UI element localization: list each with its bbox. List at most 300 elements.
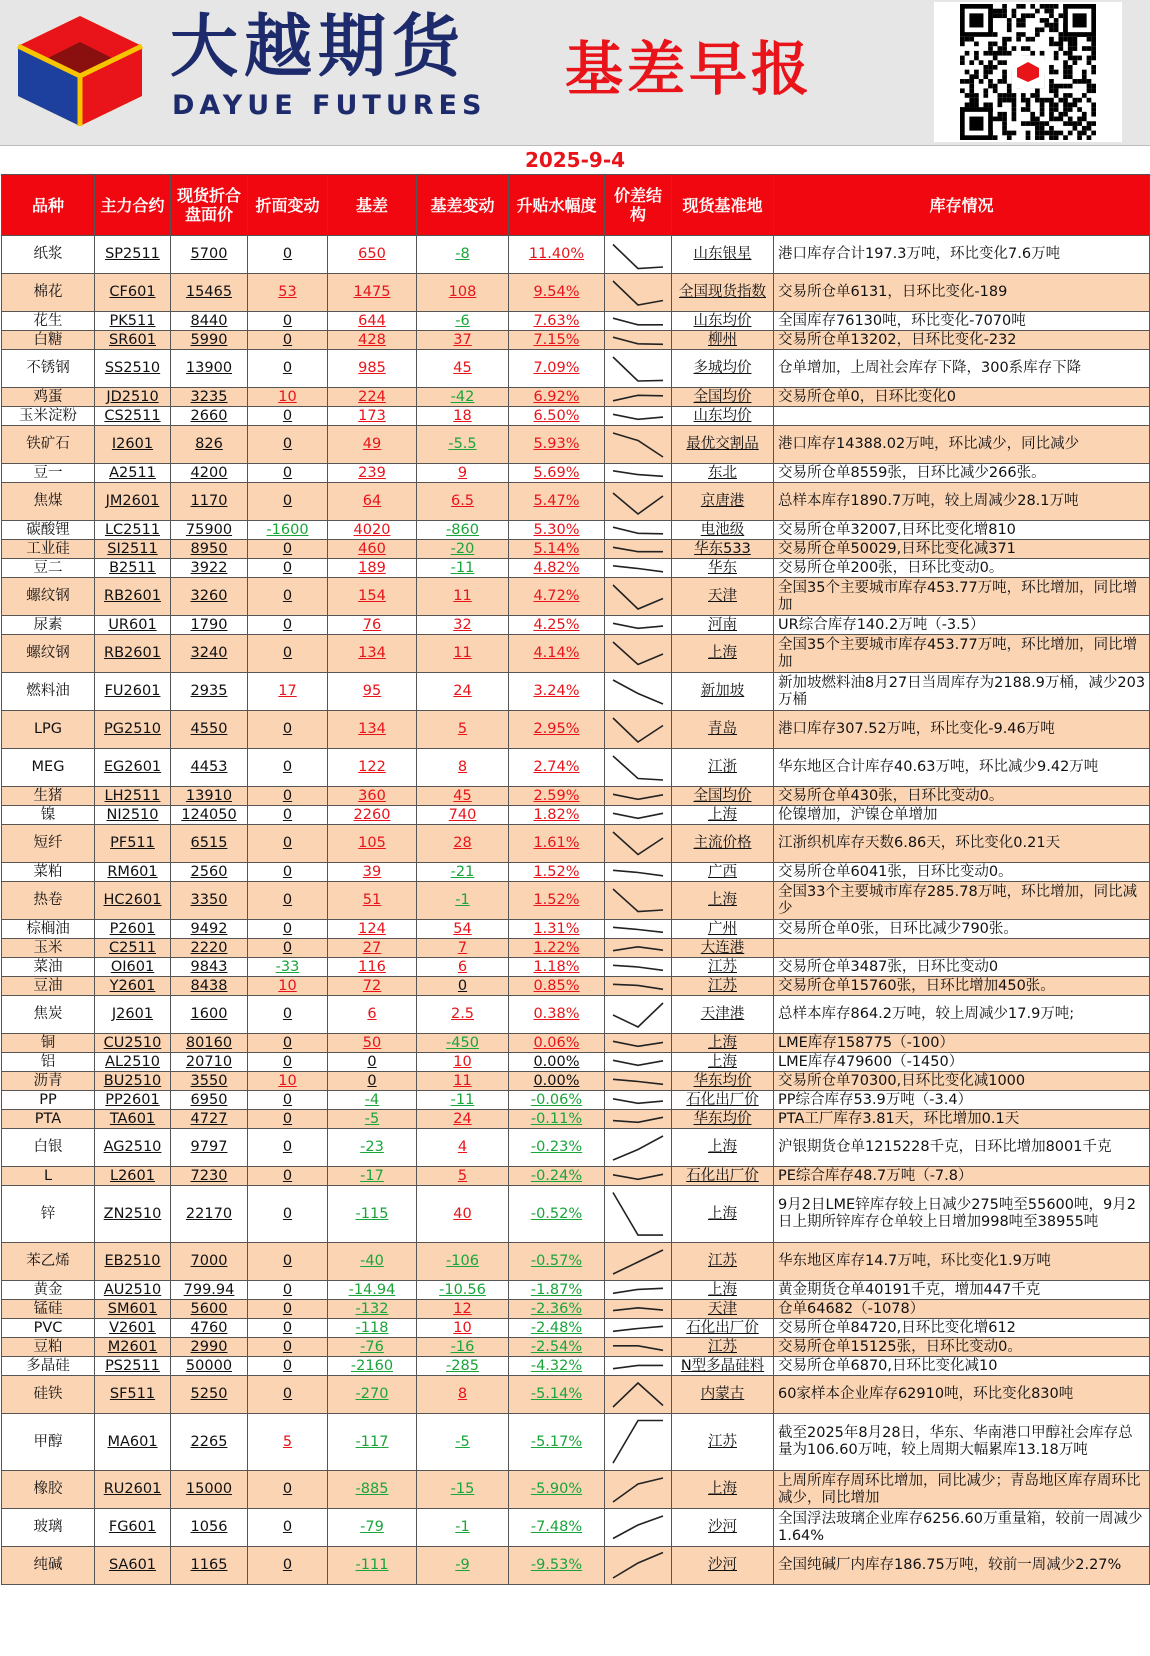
- spot-price: 2660: [190, 407, 228, 424]
- basis-change: 54: [453, 920, 472, 937]
- contract-code: SR601: [109, 331, 156, 348]
- contract-code-cell: [95, 920, 171, 939]
- inventory-note: 交易所仓单430张，日环比变动0。: [774, 787, 1150, 806]
- premium-rate-cell: [509, 1053, 605, 1072]
- sparkline-icon: [610, 1473, 666, 1507]
- premium-rate-cell: [509, 673, 605, 711]
- spot-price: 3350: [190, 892, 228, 908]
- spot-price: 2560: [190, 863, 228, 880]
- spot-change-cell: [248, 635, 328, 673]
- contract-code: RM601: [107, 863, 158, 880]
- spot-change-cell: [248, 977, 328, 996]
- spot-change: 0: [282, 1205, 293, 1222]
- commodity-name: 苯乙烯: [2, 1243, 95, 1281]
- contract-code-cell: [95, 1129, 171, 1167]
- spread-structure: [605, 1338, 672, 1357]
- contract-code-cell: [95, 407, 171, 426]
- premium-rate-cell: [509, 1338, 605, 1357]
- basis-value-cell: [328, 1319, 417, 1338]
- inventory-note: 全国33个主要城市库存285.78万吨，环比增加，同比减少: [774, 882, 1150, 920]
- basis-value-cell: [328, 996, 417, 1034]
- contract-code: LC2511: [104, 521, 161, 538]
- basis-value-cell: [328, 1072, 417, 1091]
- spot-location-cell: [672, 787, 774, 806]
- spot-location: 江苏: [708, 1433, 737, 1450]
- table-row: [2, 236, 1150, 274]
- contract-code-cell: [95, 1338, 171, 1357]
- premium-rate-cell: [509, 977, 605, 996]
- spot-price-cell: [171, 483, 248, 521]
- table-row: [2, 1509, 1150, 1547]
- premium-rate: 5.47%: [533, 493, 580, 509]
- basis-value: -2160: [350, 1357, 394, 1374]
- contract-code-cell: [95, 426, 171, 464]
- basis-change: 28: [453, 835, 472, 851]
- contract-code-cell: [95, 939, 171, 958]
- sparkline-icon: [610, 713, 666, 747]
- basis-value-cell: [328, 1053, 417, 1072]
- inventory-note: 交易所仓单70300,日环比变化减1000: [774, 1072, 1150, 1091]
- report-title: 基差早报: [565, 35, 814, 103]
- inventory-note: 交易所仓单84720,日环比变化增612: [774, 1319, 1150, 1338]
- basis-change-cell: [417, 521, 509, 540]
- basis-value: 650: [358, 246, 386, 262]
- premium-rate-cell: [509, 540, 605, 559]
- table-row: [2, 540, 1150, 559]
- inventory-note: 华东地区库存14.7万吨，环比变化1.9万吨: [774, 1243, 1150, 1281]
- basis-change: 45: [453, 360, 472, 376]
- premium-rate: 4.25%: [533, 616, 580, 633]
- inventory-note: 仓单64682（-1078）: [774, 1300, 1150, 1319]
- basis-change-cell: [417, 863, 509, 882]
- sparkline-icon: [610, 1321, 666, 1336]
- contract-code: EG2601: [103, 759, 162, 775]
- premium-rate: 0.38%: [533, 1006, 580, 1022]
- spread-structure: [605, 1376, 672, 1414]
- basis-change: -8: [455, 246, 470, 262]
- spot-price-cell: [171, 1186, 248, 1243]
- commodity-name: 尿素: [2, 616, 95, 635]
- spot-price-cell: [171, 1471, 248, 1509]
- spot-change: 0: [282, 1139, 293, 1155]
- basis-change-cell: [417, 996, 509, 1034]
- commodity-name: 黄金: [2, 1281, 95, 1300]
- dayue-logo-icon: [14, 12, 146, 130]
- premium-rate-cell: [509, 426, 605, 464]
- spot-change: 0: [282, 588, 293, 604]
- spot-change: 10: [278, 1072, 297, 1089]
- spot-change: 0: [282, 360, 293, 376]
- brand-name-cn: 大越期货: [170, 8, 467, 87]
- spot-location: 沙河: [708, 1519, 737, 1535]
- basis-change-cell: [417, 1243, 509, 1281]
- spot-change-cell: [248, 1053, 328, 1072]
- sparkline-icon: [610, 789, 666, 804]
- spot-location: 上海: [708, 892, 737, 908]
- basis-change-cell: [417, 616, 509, 635]
- sparkline-icon: [610, 618, 666, 633]
- basis-value: -115: [355, 1205, 389, 1222]
- spot-change: 0: [282, 1053, 293, 1070]
- basis-value-cell: [328, 1547, 417, 1585]
- basis-value-cell: [328, 350, 417, 388]
- spot-price: 2935: [190, 683, 228, 699]
- sparkline-icon: [610, 827, 666, 861]
- premium-rate: -5.14%: [530, 1386, 583, 1402]
- premium-rate-cell: [509, 1091, 605, 1110]
- premium-rate-cell: [509, 1072, 605, 1091]
- basis-value: -79: [360, 1519, 384, 1535]
- spot-price-cell: [171, 274, 248, 312]
- spread-structure: [605, 1243, 672, 1281]
- basis-change-cell: [417, 236, 509, 274]
- premium-rate: 6.50%: [533, 407, 580, 424]
- table-header-row: [2, 175, 1150, 236]
- spot-location-cell: [672, 521, 774, 540]
- spread-structure: [605, 806, 672, 825]
- contract-code-cell: [95, 350, 171, 388]
- basis-value-cell: [328, 749, 417, 787]
- basis-value: 95: [362, 683, 382, 699]
- basis-value-cell: [328, 521, 417, 540]
- table-row: [2, 578, 1150, 616]
- premium-rate-cell: [509, 1167, 605, 1186]
- spread-structure: [605, 882, 672, 920]
- basis-change: -5: [455, 1433, 470, 1450]
- spot-price-cell: [171, 1167, 248, 1186]
- inventory-note: PTA工厂库存3.81天，环比增加0.1天: [774, 1110, 1150, 1129]
- commodity-name: 铜: [2, 1034, 95, 1053]
- premium-rate: 1.52%: [533, 863, 580, 880]
- premium-rate-cell: [509, 1509, 605, 1547]
- spot-change: 0: [282, 1300, 293, 1317]
- basis-change-cell: [417, 749, 509, 787]
- spot-location-cell: [672, 1376, 774, 1414]
- premium-rate: 6.92%: [533, 388, 580, 405]
- spot-location: 大连港: [700, 939, 745, 956]
- spot-location: 东北: [708, 464, 737, 481]
- contract-code-cell: [95, 1110, 171, 1129]
- sparkline-icon: [610, 1074, 666, 1089]
- table-row: [2, 939, 1150, 958]
- contract-code-cell: [95, 521, 171, 540]
- basis-change-cell: [417, 407, 509, 426]
- spot-location: 江浙: [708, 759, 737, 775]
- spot-location: 上海: [708, 806, 737, 823]
- spot-change: 0: [282, 1253, 293, 1269]
- basis-change: -11: [450, 559, 475, 576]
- spot-price-cell: [171, 521, 248, 540]
- spot-price: 9843: [190, 958, 228, 975]
- basis-value: 64: [362, 493, 382, 509]
- basis-value-cell: [328, 1376, 417, 1414]
- sparkline-icon: [610, 751, 666, 785]
- sparkline-icon: [610, 941, 666, 956]
- premium-rate-cell: [509, 1281, 605, 1300]
- contract-code-cell: [95, 559, 171, 578]
- contract-code: NI2510: [106, 806, 159, 823]
- spot-location-cell: [672, 825, 774, 863]
- spot-location-cell: [672, 274, 774, 312]
- spot-price: 9492: [190, 920, 228, 937]
- premium-rate: -7.48%: [530, 1519, 583, 1535]
- spot-price-cell: [171, 939, 248, 958]
- basis-change-cell: [417, 1471, 509, 1509]
- spot-price-cell: [171, 1357, 248, 1376]
- basis-value-cell: [328, 540, 417, 559]
- basis-value: 0: [367, 1072, 377, 1089]
- inventory-note: LME库存479600（-1450）: [774, 1053, 1150, 1072]
- contract-code-cell: [95, 1072, 171, 1091]
- basis-value: 116: [358, 958, 386, 975]
- commodity-name: L: [2, 1167, 95, 1186]
- spot-price: 15000: [185, 1481, 233, 1497]
- spread-structure: [605, 331, 672, 350]
- basis-value-cell: [328, 939, 417, 958]
- basis-change-cell: [417, 1129, 509, 1167]
- spot-price-cell: [171, 407, 248, 426]
- premium-rate: 4.82%: [533, 559, 580, 576]
- column-header: 基差变动: [417, 175, 509, 236]
- spot-change-cell: [248, 1414, 328, 1471]
- inventory-note: 全国浮法玻璃企业库存6256.60万重量箱，较前一周减少1.64%: [774, 1509, 1150, 1547]
- contract-code-cell: [95, 1376, 171, 1414]
- contract-code-cell: [95, 388, 171, 407]
- spot-change: 0: [282, 1557, 293, 1573]
- basis-change: -10.56: [439, 1281, 486, 1298]
- spot-location-cell: [672, 996, 774, 1034]
- contract-code-cell: [95, 1034, 171, 1053]
- contract-code-cell: [95, 1091, 171, 1110]
- commodity-name: 菜粕: [2, 863, 95, 882]
- contract-code: C2511: [108, 939, 157, 956]
- spread-structure: [605, 1110, 672, 1129]
- contract-code-cell: [95, 711, 171, 749]
- spot-price: 3235: [190, 388, 228, 405]
- basis-change: 12: [453, 1300, 472, 1317]
- spot-price: 4727: [190, 1110, 228, 1127]
- basis-change-cell: [417, 1357, 509, 1376]
- sparkline-icon: [610, 1093, 666, 1108]
- spot-change: 0: [282, 540, 293, 557]
- inventory-note: 江浙织机库存天数6.86天，环比变化0.21天: [774, 825, 1150, 863]
- basis-value-cell: [328, 1129, 417, 1167]
- spot-price-cell: [171, 616, 248, 635]
- sparkline-icon: [610, 580, 666, 614]
- table-row: [2, 825, 1150, 863]
- spot-change: 0: [282, 493, 293, 509]
- basis-value-cell: [328, 407, 417, 426]
- contract-code-cell: [95, 1547, 171, 1585]
- table-row: [2, 1186, 1150, 1243]
- column-header: 升贴水幅度: [509, 175, 605, 236]
- spot-change-cell: [248, 331, 328, 350]
- sparkline-icon: [610, 466, 666, 481]
- spot-change: 0: [282, 759, 293, 775]
- premium-rate-cell: [509, 1319, 605, 1338]
- spread-structure: [605, 1034, 672, 1053]
- premium-rate: -2.54%: [530, 1338, 583, 1355]
- basis-value: 224: [358, 388, 386, 405]
- commodity-name: 菜油: [2, 958, 95, 977]
- spread-structure: [605, 1300, 672, 1319]
- basis-change: 5: [457, 1167, 468, 1184]
- inventory-note: 交易所仓单13202，日环比变化-232: [774, 331, 1150, 350]
- basis-value: 0: [367, 1053, 377, 1070]
- spot-change-cell: [248, 1167, 328, 1186]
- table-row: [2, 559, 1150, 578]
- table-row: [2, 1110, 1150, 1129]
- spread-structure: [605, 407, 672, 426]
- spot-price-cell: [171, 1110, 248, 1129]
- premium-rate-cell: [509, 407, 605, 426]
- contract-code-cell: [95, 749, 171, 787]
- basis-value-cell: [328, 331, 417, 350]
- basis-change-cell: [417, 312, 509, 331]
- table-row: [2, 1338, 1150, 1357]
- contract-code: I2601: [111, 436, 154, 452]
- spot-price-cell: [171, 1091, 248, 1110]
- inventory-note: 交易所仓单32007,日环比变化增810: [774, 521, 1150, 540]
- table-row: [2, 673, 1150, 711]
- basis-value: 644: [358, 312, 386, 329]
- spread-structure: [605, 920, 672, 939]
- contract-code: JM2601: [105, 493, 160, 509]
- spread-structure: [605, 939, 672, 958]
- spot-location: 广州: [708, 920, 737, 937]
- spot-change: 0: [282, 863, 293, 880]
- sparkline-icon: [610, 637, 666, 671]
- basis-change: -1: [455, 1519, 470, 1535]
- sparkline-icon: [610, 352, 666, 386]
- premium-rate: 7.09%: [533, 360, 580, 376]
- premium-rate-cell: [509, 711, 605, 749]
- spot-location: 内蒙古: [700, 1386, 745, 1402]
- basis-value-cell: [328, 1034, 417, 1053]
- basis-change: -16: [450, 1338, 475, 1355]
- spot-location: N型多晶硅料: [680, 1357, 765, 1374]
- sparkline-icon: [610, 1188, 666, 1241]
- spread-structure: [605, 426, 672, 464]
- spot-price-cell: [171, 673, 248, 711]
- premium-rate-cell: [509, 1547, 605, 1585]
- spread-structure: [605, 1471, 672, 1509]
- spread-structure: [605, 521, 672, 540]
- contract-code: SA601: [108, 1557, 157, 1573]
- table-row: [2, 1547, 1150, 1585]
- spot-change: 0: [282, 645, 293, 661]
- spot-price: 5700: [190, 246, 228, 262]
- contract-code: OI601: [110, 958, 155, 975]
- spot-price: 5990: [190, 331, 228, 348]
- basis-change: -11: [450, 1091, 475, 1108]
- basis-value-cell: [328, 711, 417, 749]
- spot-location-cell: [672, 806, 774, 825]
- spot-location-cell: [672, 1053, 774, 1072]
- premium-rate: 2.74%: [533, 759, 580, 775]
- premium-rate-cell: [509, 312, 605, 331]
- spot-price: 124050: [181, 806, 237, 823]
- table-row: [2, 312, 1150, 331]
- spot-location-cell: [672, 1167, 774, 1186]
- spot-price: 3240: [190, 645, 228, 661]
- sparkline-icon: [610, 1131, 666, 1165]
- spot-location-cell: [672, 1281, 774, 1300]
- spot-price-cell: [171, 559, 248, 578]
- spot-location: 上海: [708, 1053, 737, 1070]
- contract-code-cell: [95, 1281, 171, 1300]
- contract-code-cell: [95, 1300, 171, 1319]
- spot-location-cell: [672, 1338, 774, 1357]
- spot-change: 0: [282, 835, 293, 851]
- column-header: 库存情况: [774, 175, 1150, 236]
- basis-value-cell: [328, 388, 417, 407]
- premium-rate-cell: [509, 863, 605, 882]
- contract-code-cell: [95, 635, 171, 673]
- basis-change-cell: [417, 1338, 509, 1357]
- table-row: [2, 350, 1150, 388]
- table-row: [2, 920, 1150, 939]
- table-row: [2, 1414, 1150, 1471]
- contract-code-cell: [95, 616, 171, 635]
- sparkline-icon: [610, 1169, 666, 1184]
- basis-value-cell: [328, 635, 417, 673]
- inventory-note: 截至2025年8月28日，华东、华南港口甲醇社会库存总量为106.60万吨，较上周期大幅累库13.18万吨: [774, 1414, 1150, 1471]
- table-row: [2, 1471, 1150, 1509]
- premium-rate: 5.30%: [533, 521, 580, 538]
- contract-code: L2601: [110, 1167, 155, 1184]
- spread-structure: [605, 274, 672, 312]
- spot-location-cell: [672, 920, 774, 939]
- basis-value: 154: [358, 588, 386, 604]
- contract-code-cell: [95, 1414, 171, 1471]
- premium-rate-cell: [509, 559, 605, 578]
- basis-value-cell: [328, 1243, 417, 1281]
- spot-change: -33: [275, 958, 300, 975]
- spot-location: 华东533: [694, 540, 751, 557]
- commodity-name: PTA: [2, 1110, 95, 1129]
- contract-code-cell: [95, 1243, 171, 1281]
- spot-price-cell: [171, 635, 248, 673]
- spot-change: 0: [282, 312, 293, 329]
- spot-location-cell: [672, 1091, 774, 1110]
- premium-rate: 3.24%: [533, 683, 580, 699]
- commodity-name: 螺纹钢: [2, 578, 95, 616]
- spot-change-cell: [248, 1338, 328, 1357]
- spot-change-cell: [248, 806, 328, 825]
- inventory-note: LME库存158775（-100）: [774, 1034, 1150, 1053]
- commodity-name: LPG: [2, 711, 95, 749]
- basis-value-cell: [328, 1186, 417, 1243]
- commodity-name: 豆粕: [2, 1338, 95, 1357]
- basis-value: -14.94: [348, 1281, 396, 1298]
- commodity-name: 玉米: [2, 939, 95, 958]
- spread-structure: [605, 996, 672, 1034]
- table-row: [2, 1072, 1150, 1091]
- spot-price-cell: [171, 331, 248, 350]
- spot-change-cell: [248, 787, 328, 806]
- basis-change-cell: [417, 1319, 509, 1338]
- basis-change-cell: [417, 977, 509, 996]
- table-row: [2, 1053, 1150, 1072]
- basis-value: 239: [358, 464, 386, 481]
- spot-price: 22170: [185, 1205, 233, 1222]
- basis-value-cell: [328, 1338, 417, 1357]
- spot-change: 0: [282, 1091, 293, 1108]
- contract-code: FG601: [108, 1519, 157, 1535]
- spot-location: 主流价格: [693, 835, 752, 851]
- inventory-note: 全国35个主要城市库存453.77万吨，环比增加，同比增加: [774, 635, 1150, 673]
